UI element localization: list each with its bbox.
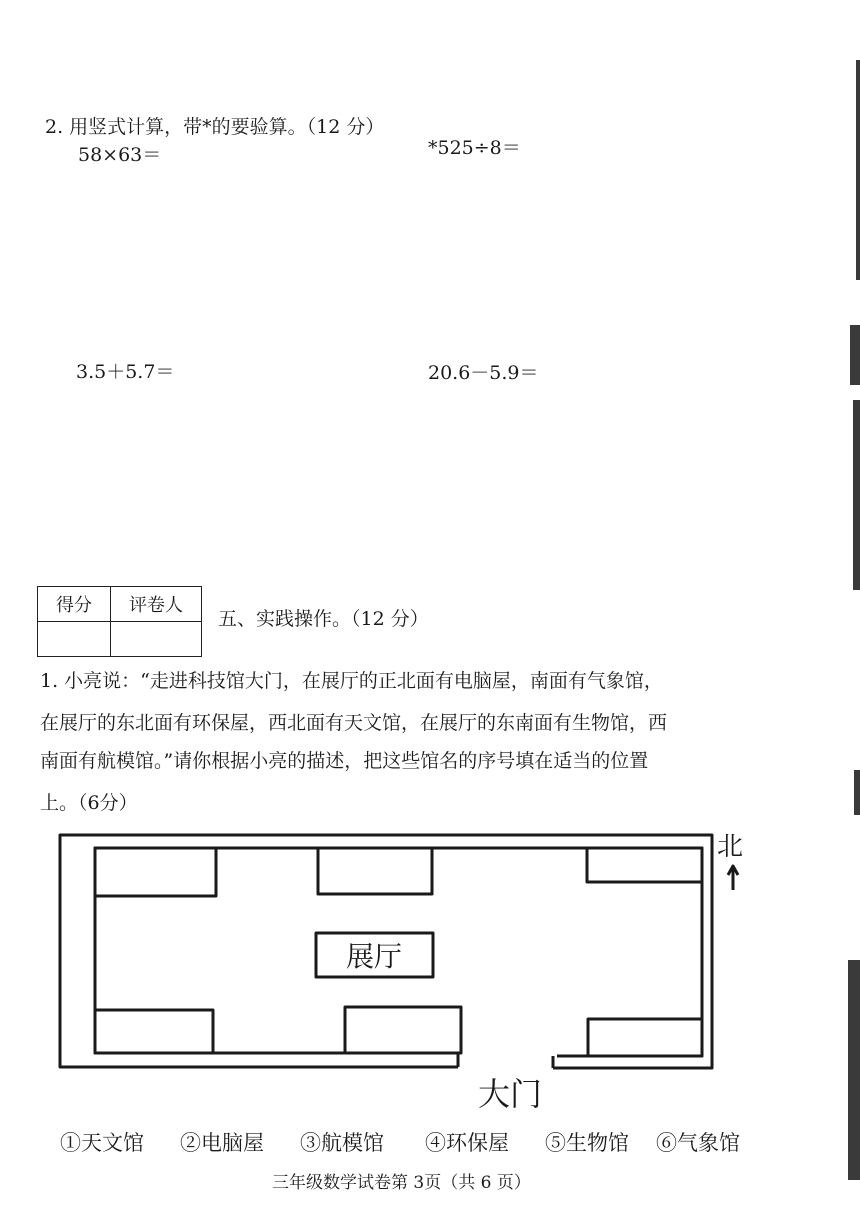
problem-2: *525÷8＝ bbox=[428, 137, 521, 159]
room-south bbox=[345, 1007, 461, 1053]
binder-edge-3 bbox=[853, 400, 860, 590]
question-1-line-3: 南面有航模馆。”请你根据小亮的描述，把这些馆名的序号填在适当的位置 bbox=[40, 750, 649, 772]
room-north bbox=[318, 848, 432, 894]
legend-item-6: ⑥气象馆 bbox=[656, 1131, 740, 1155]
legend-item-4: ④环保屋 bbox=[425, 1131, 509, 1155]
question-1-line-2: 在展厅的东北面有环保屋，西北面有天文馆，在展厅的东南面有生物馆，西 bbox=[40, 712, 668, 734]
room-southwest bbox=[95, 1010, 213, 1053]
binder-edge-1 bbox=[856, 60, 860, 280]
question-2-title: 2. 用竖式计算，带*的要验算。（12 分） bbox=[45, 116, 385, 138]
room-northwest bbox=[95, 848, 216, 896]
section-5-title: 五、实践操作。（12 分） bbox=[218, 608, 429, 630]
score-header: 得分 bbox=[38, 587, 111, 622]
legend-item-1: ①天文馆 bbox=[60, 1131, 144, 1155]
score-box bbox=[37, 586, 202, 657]
museum-map bbox=[0, 815, 860, 1120]
problem-3: 3.5＋5.7＝ bbox=[76, 361, 175, 383]
grader-header: 评卷人 bbox=[111, 587, 202, 622]
binder-edge-5 bbox=[848, 960, 860, 1180]
page-footer: 三年级数学试卷第 3页（共 6 页） bbox=[272, 1173, 531, 1193]
legend-item-2: ②电脑屋 bbox=[180, 1131, 264, 1155]
north-label: 北 bbox=[716, 832, 744, 862]
hall-label: 展厅 bbox=[345, 940, 403, 973]
binder-edge-4 bbox=[854, 770, 860, 815]
binder-edge-2 bbox=[850, 325, 860, 385]
legend-item-3: ③航模馆 bbox=[300, 1131, 384, 1155]
question-1-line-1: 1. 小亮说：“走进科技馆大门，在展厅的正北面有电脑屋，南面有气象馆， bbox=[40, 670, 663, 692]
room-northeast bbox=[587, 848, 702, 882]
gate-label: 大门 bbox=[477, 1075, 543, 1113]
question-1-line-4: 上。（6分） bbox=[40, 792, 138, 814]
problem-1: 58×63＝ bbox=[78, 144, 162, 166]
legend-item-5: ⑤生物馆 bbox=[545, 1131, 629, 1155]
north-arrow-icon bbox=[728, 866, 738, 890]
score-cell[interactable] bbox=[38, 622, 111, 657]
problem-4: 20.6－5.9＝ bbox=[428, 362, 539, 384]
grader-cell[interactable] bbox=[111, 622, 202, 657]
room-southeast bbox=[588, 1019, 702, 1056]
